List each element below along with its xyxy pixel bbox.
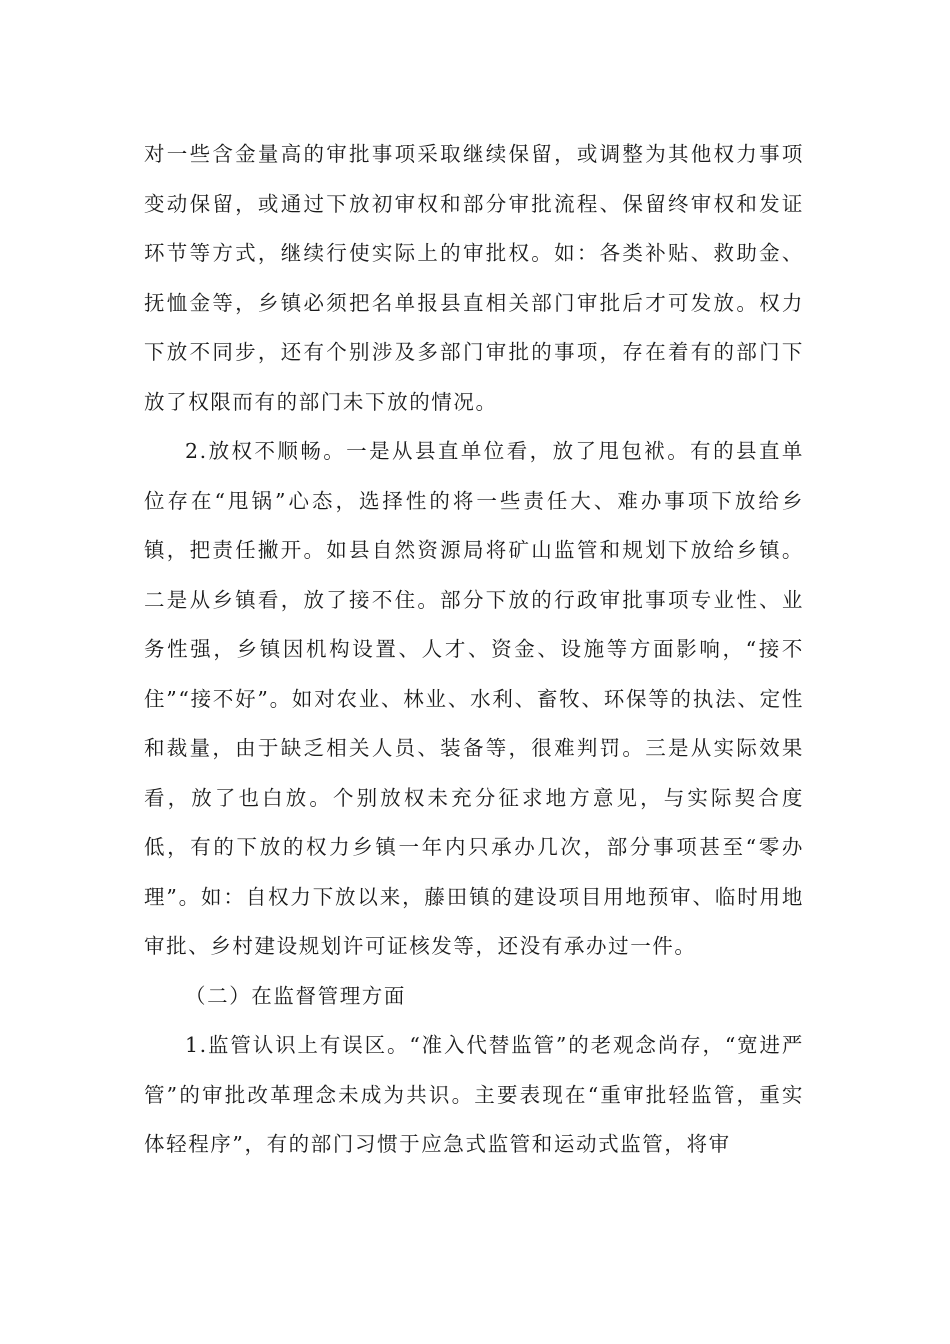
paragraph-item-1: 1.监管认识上有误区。“准入代替监管”的老观念尚存，“宽进严管”的审批改革理念未成为共识。主要表现在“重审批轻监管，重实体轻程序”，有的部门习惯于应急式监管和运动式监管，将审 bbox=[144, 1033, 804, 1156]
paragraph-item-2: 2.放权不顺畅。一是从县直单位看，放了甩包袱。有的县直单位存在“甩锅”心态，选择性的将一些责任大、难办事项下放给乡镇，把责任撇开。如县自然资源局将矿山监管和规划下放给乡镇。二是从乡镇看，放了接不住。部分下放的行政审批事项专业性、业务性强，乡镇因机构设置、人才、资金、设施等方面影响，“接不住”“接不好”。如对农业、林业、水利、畜牧、环保等的执法、定性和裁量，由于缺乏相关人员、装备等，很难判罚。三是从实际效果看，放了也白放。个别放权未充分征求地方意见，与实际契合度低，有的下放的权力乡镇一年内只承办几次，部分事项甚至“零办理”。如：自权力下放以来，藤田镇的建设项目用地预审、临时用地审批、乡村建设规划许可证核发等，还没有承办过一件。 bbox=[144, 439, 804, 958]
section-heading: （二）在监督管理方面 bbox=[185, 983, 406, 1008]
paragraph-continuation: 对一些含金量高的审批事项采取继续保留，或调整为其他权力事项变动保留，或通过下放初审权和部分审批流程、保留终审权和发证环节等方式，继续行使实际上的审批权。如：各类补贴、救助金、抚恤金等，乡镇必须把名单报县直相关部门审批后才可发放。权力下放不同步，还有个别涉及多部门审批的事项，存在着有的部门下放了权限而有的部门未下放的情况。 bbox=[144, 142, 804, 414]
document-body bbox=[144, 130, 804, 1170]
